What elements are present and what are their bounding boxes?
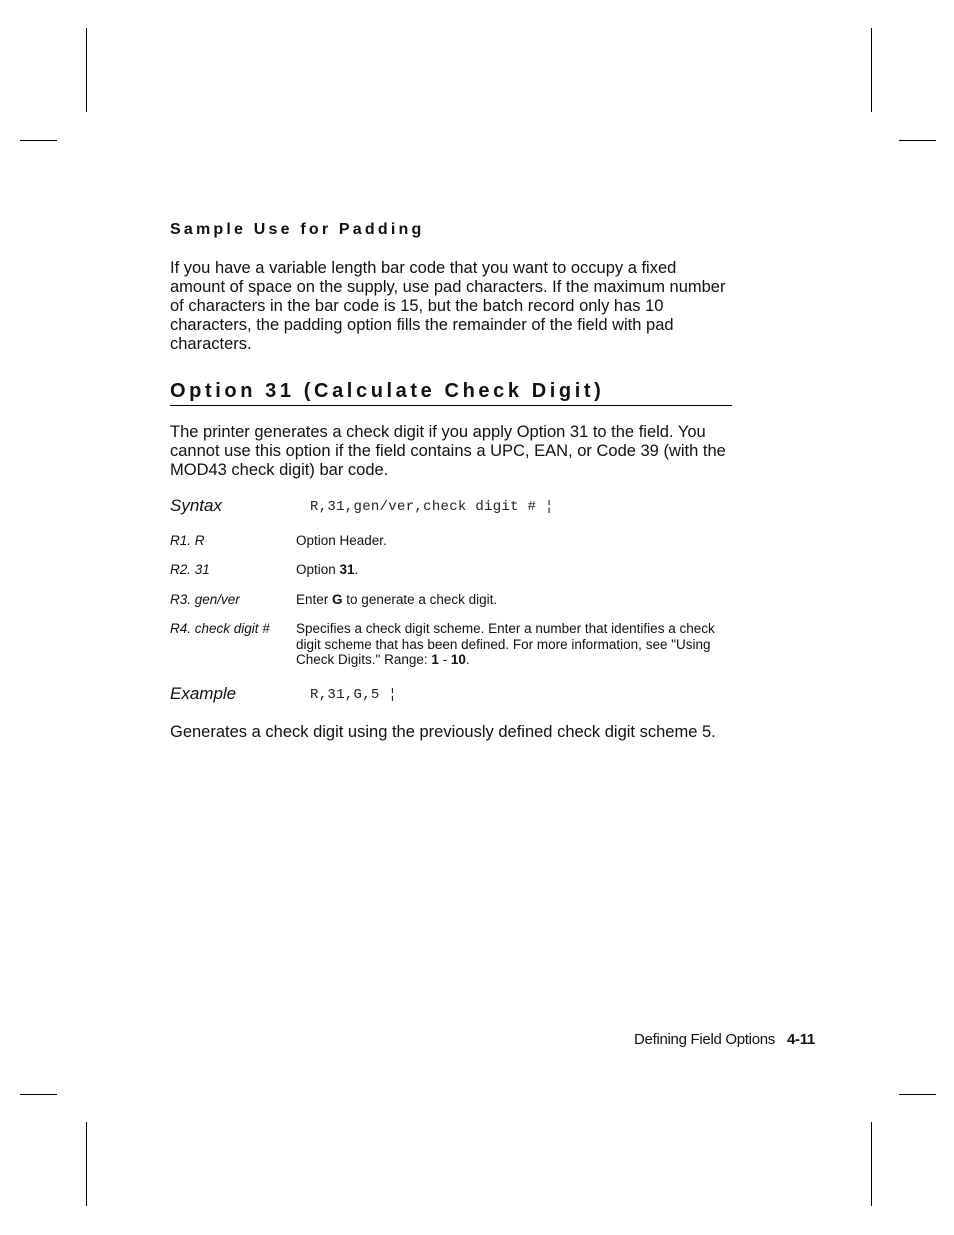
crop-mark-bottom-left-vertical xyxy=(86,1122,87,1206)
sample-heading: Sample Use for Padding xyxy=(170,221,425,238)
param-desc: Specifies a check digit scheme. Enter a number that identifies a check digit scheme that has been defined. For more information, see "Using Check Digits." Range: 1 - 10. xyxy=(296,621,715,667)
page-number: 4-11 xyxy=(786,1031,815,1048)
crop-mark-top-right-horizontal xyxy=(899,140,936,141)
example-code: R,31,G,5 ¦ xyxy=(310,687,398,703)
footer-section-title: Defining Field Options xyxy=(634,1031,775,1048)
syntax-label: Syntax xyxy=(170,496,222,515)
option-heading: Option 31 (Calculate Check Digit) xyxy=(170,380,732,406)
param-name: R4. check digit # xyxy=(170,621,270,636)
crop-mark-top-right-vertical xyxy=(871,28,872,112)
example-paragraph: Generates a check digit using the previously defined check digit scheme 5. xyxy=(170,723,716,741)
syntax-code: R,31,gen/ver,check digit # ¦ xyxy=(310,499,554,515)
example-label: Example xyxy=(170,684,237,703)
crop-mark-bottom-right-horizontal xyxy=(899,1094,936,1095)
crop-mark-bottom-right-vertical xyxy=(871,1122,872,1206)
option-paragraph: The printer generates a check digit if you apply Option 31 to the field. You cannot use this option if the field contains a UPC, EAN, or Code 39 (with the MOD43 check digit) bar code. xyxy=(170,423,726,479)
sample-paragraph: If you have a variable length bar code that you want to occupy a fixed amount of space on the supply, use pad characters. If the maximum number of characters in the bar code is 15, but the batch record only has 10 characters, the padding option fills the remainder of the field with pad characters. xyxy=(170,259,726,353)
crop-mark-top-left-horizontal xyxy=(20,140,57,141)
page-footer xyxy=(634,1031,815,1048)
param-desc: Enter G to generate a check digit. xyxy=(296,592,498,607)
param-name: R3. gen/ver xyxy=(170,592,240,607)
param-name: R2. 31 xyxy=(170,562,210,577)
crop-mark-bottom-left-horizontal xyxy=(20,1094,57,1095)
crop-mark-top-left-vertical xyxy=(86,28,87,112)
param-name: R1. R xyxy=(170,533,205,548)
param-desc: Option Header. xyxy=(296,533,387,548)
param-desc: Option 31. xyxy=(296,562,359,577)
